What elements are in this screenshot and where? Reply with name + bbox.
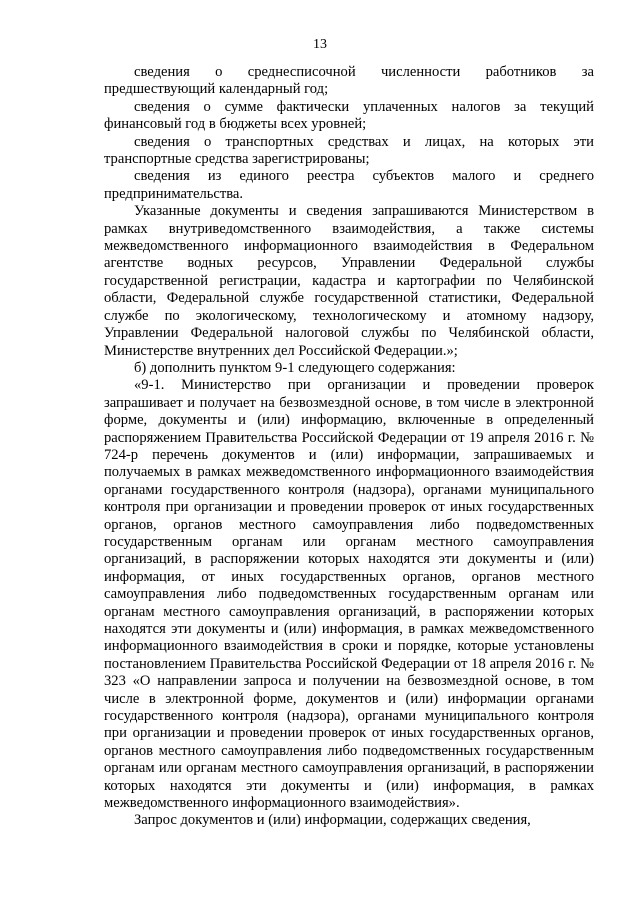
paragraph: б) дополнить пунктом 9-1 следующего содержания: — [134, 359, 456, 376]
paragraph: сведения о среднесписочной численности работников за предшествующий календарный год; — [104, 64, 594, 98]
page-number: 13 — [313, 37, 327, 52]
paragraph: Указанные документы и сведения запрашиваются Министерством в рамках внутриведомственного взаимодействия, а также системы межведомственного информационного взаимодействия в Федеральном агентстве водных ресурсов, Управлении Федеральной службы государственной регистрации, кадастра и картографии по Челябинской области, Федеральной службе государственной статистики, Федеральной службе по экологическому, технологическому и атомному надзору, Управлении Федеральной налоговой службы по Челябинской области, Министерстве внутренних дел Российской Федерации.»; — [104, 203, 594, 359]
paragraph: «9-1. Министерство при организации и проведении проверок запрашивает и получает на безвозмездной основе, в том числе в электронной форме, документы и (или) информацию, включенные в определенный распоряжением Правительства Российской Федерации от 19 апреля 2016 г. № 724-р перечень документов и (или) информации, запрашиваемых и получаемых в рамках межведомственного информационного взаимодействия органами государственного контроля (надзора), органами муниципального контроля при организации и проведении проверок от иных государственных органов, органов местного самоуправления либо подведомственных государственным органам или органам местного самоуправления организаций, в распоряжении которых находятся эти документы и (или) информация, от иных государственных органов, органов местного самоуправления либо подведомственных государственным органам или органам местного самоуправления организаций, в распоряжении которых находятся эти документы и (или) информация, в рамках межведомственного информационного взаимодействия в сроки и порядке, которые установлены постановлением Правительства Российской Федерации от 18 апреля 2016 г. № 323 «О направлении запроса и получении на безвозмездной основе, в том числе в электронной форме, документов и (или) информации органами государственного контроля (надзора), органами муниципального контроля при организации и проведении проверок от иных государственных органов, органов местного самоуправления либо подведомственных государственным органам или органам местного самоуправления организаций, в распоряжении которых находятся эти документы и (или) информация, в рамках межведомственного информационного взаимодействия». — [104, 377, 594, 812]
paragraph: сведения о транспортных средствах и лицах, на которых эти транспортные средства зарегистрированы; — [104, 133, 594, 168]
paragraph: сведения из единого реестра субъектов малого и среднего предпринимательства. — [104, 168, 594, 202]
document-body — [104, 64, 594, 830]
paragraph: Запрос документов и (или) информации, содержащих сведения, — [134, 812, 531, 829]
paragraph: сведения о сумме фактически уплаченных налогов за текущий финансовый год в бюджеты всех уровней; — [104, 98, 594, 133]
